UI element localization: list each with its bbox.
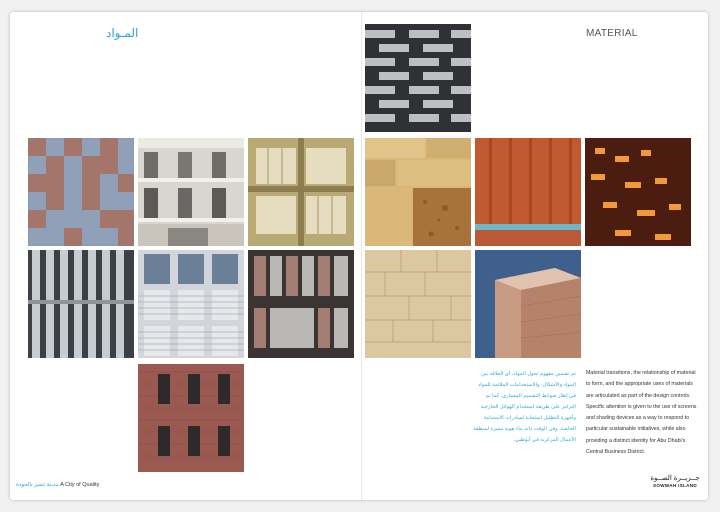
photo-copper-cube xyxy=(475,250,581,358)
footer-tagline-arabic: مدينة تتميز بالجودة xyxy=(16,482,59,488)
page-gutter xyxy=(361,12,362,500)
logo-wordmark-english: SOWWAH ISLAND xyxy=(653,483,697,488)
photo-limestone-wall xyxy=(365,250,471,358)
material-description-arabic: تم تضمين مفهوم تحول المواد، أي العلاقة بين المواد والأشكال، والاستخدامات الملائمة للمواد في إطار ضوابط التصميم المعماري. كما تم التركيز على طريقة استخدام الهوائل الخارجية وأجهزة التظليل استجابة لمبادرات الاستدامة الخاصة، وفي الوقت ذاته بناء هوية مميزة لمنطقة الأعمال المركزية في أبوظبي. xyxy=(473,371,576,443)
left-page-title: المـواد xyxy=(106,26,139,40)
photo-striped-facade xyxy=(365,24,471,132)
brochure-spread xyxy=(10,12,708,500)
photo-red-brick-building xyxy=(138,364,244,472)
photo-dark-grid-facade xyxy=(248,250,354,358)
photo-glowing-facade xyxy=(585,138,691,246)
logo-wordmark-arabic: جــزيــرة الصــوة xyxy=(650,475,700,482)
photo-horizontal-louvres xyxy=(138,250,244,358)
footer-tagline-english: A City of Quality xyxy=(60,482,100,488)
photo-sandstone-blocks xyxy=(365,138,471,246)
left-page-footer xyxy=(16,482,99,488)
photo-white-balcony-building xyxy=(138,138,244,246)
right-page-title: MATERIAL xyxy=(586,28,638,39)
photo-vertical-fins xyxy=(28,250,134,358)
photo-perforated-panel-facade xyxy=(28,138,134,246)
photo-bronze-frame-facade xyxy=(248,138,354,246)
photo-terracotta-panels xyxy=(475,138,581,246)
sowwah-island-logo xyxy=(647,475,703,488)
material-description-english: Material transitions, the relationship of material to form, and the appropriate uses of materials are articulated as part of the design controls. Specific attention is given to the use of screens and shading devices as a way to respond to particular sustainable initiatives, while also providing a distinct identity for Abu Dhabi's Central Business District. xyxy=(586,370,697,456)
